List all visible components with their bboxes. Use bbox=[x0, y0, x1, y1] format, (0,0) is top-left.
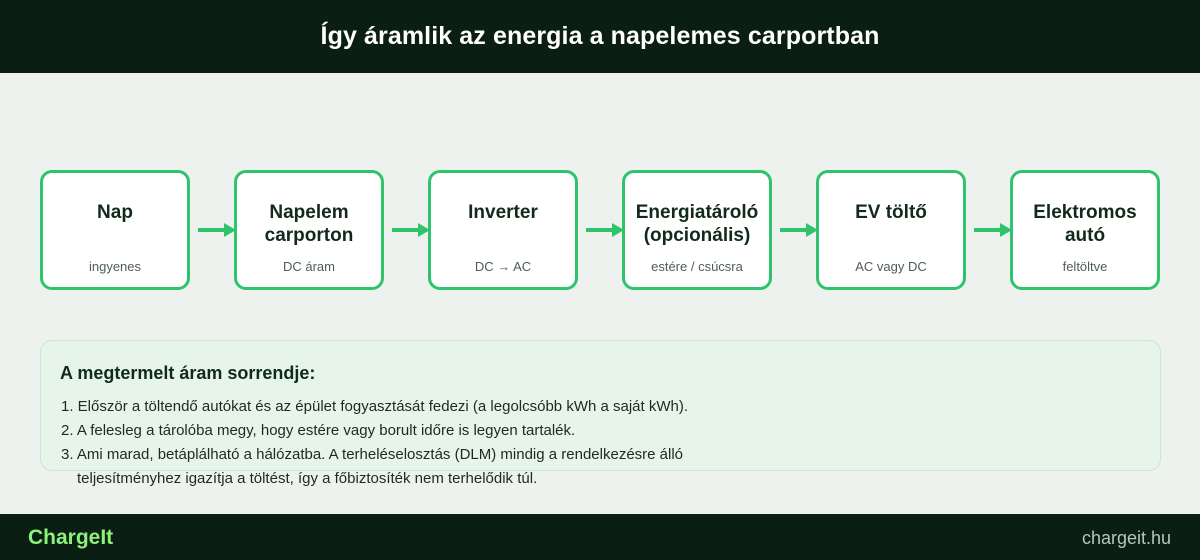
flow-step-title: Napelem carporton bbox=[264, 202, 354, 246]
flow-step-electric-car bbox=[1010, 170, 1160, 290]
brand-logo: ChargeIt bbox=[28, 526, 114, 549]
flow-arrow-icon bbox=[196, 222, 238, 238]
list-item: 3. Ami marad, betáplálható a hálózatba. A terheléselosztás (DLM) mindig a rendelkezésre álló teljesítményhez igazítja a töltést, így a főbiztosíték nem terhelődik túl. bbox=[61, 446, 684, 487]
flow-step-subtitle: estére / csúcsra bbox=[651, 259, 743, 274]
flow-arrow-icon bbox=[778, 222, 820, 238]
flow-step-subtitle: feltöltve bbox=[1062, 259, 1108, 274]
flow-step-subtitle: AC vagy DC bbox=[855, 259, 927, 274]
footer-bar bbox=[0, 514, 1200, 560]
flow-step-title: Energiatároló (opcionális) bbox=[635, 202, 759, 246]
flow-step-sun bbox=[40, 170, 190, 290]
flow-step-title: Nap bbox=[97, 202, 133, 223]
flow-step-battery-storage bbox=[622, 170, 772, 290]
flow-step-solar-panel bbox=[234, 170, 384, 290]
flow-step-title: Inverter bbox=[468, 202, 538, 223]
footer-domain: chargeit.hu bbox=[1081, 528, 1171, 548]
flow-step-inverter bbox=[428, 170, 578, 290]
flow-step-title: Elektromos autó bbox=[1033, 202, 1137, 246]
info-panel-heading: A megtermelt áram sorrendje: bbox=[60, 363, 316, 383]
page-title: Így áramlik az energia a napelemes carportban bbox=[320, 22, 880, 50]
list-item: 1. Először a töltendő autókat és az épület fogyasztását fedezi (a legolcsóbb kWh a saját kWh). bbox=[61, 398, 689, 415]
flow-step-title: EV töltő bbox=[855, 202, 927, 223]
flow-step-subtitle: ingyenes bbox=[88, 259, 142, 274]
flow-step-subtitle: DC → AC bbox=[474, 259, 532, 274]
flow-step-ev-charger bbox=[816, 170, 966, 290]
list-item: 2. A felesleg a tárolóba megy, hogy estére vagy borult időre is legyen tartalék. bbox=[61, 422, 576, 439]
flow-step-subtitle: DC áram bbox=[282, 259, 335, 274]
flow-arrow-icon bbox=[390, 222, 432, 238]
flow-arrow-icon bbox=[584, 222, 626, 238]
info-panel-list bbox=[61, 395, 761, 491]
flow-arrow-icon bbox=[972, 222, 1014, 238]
